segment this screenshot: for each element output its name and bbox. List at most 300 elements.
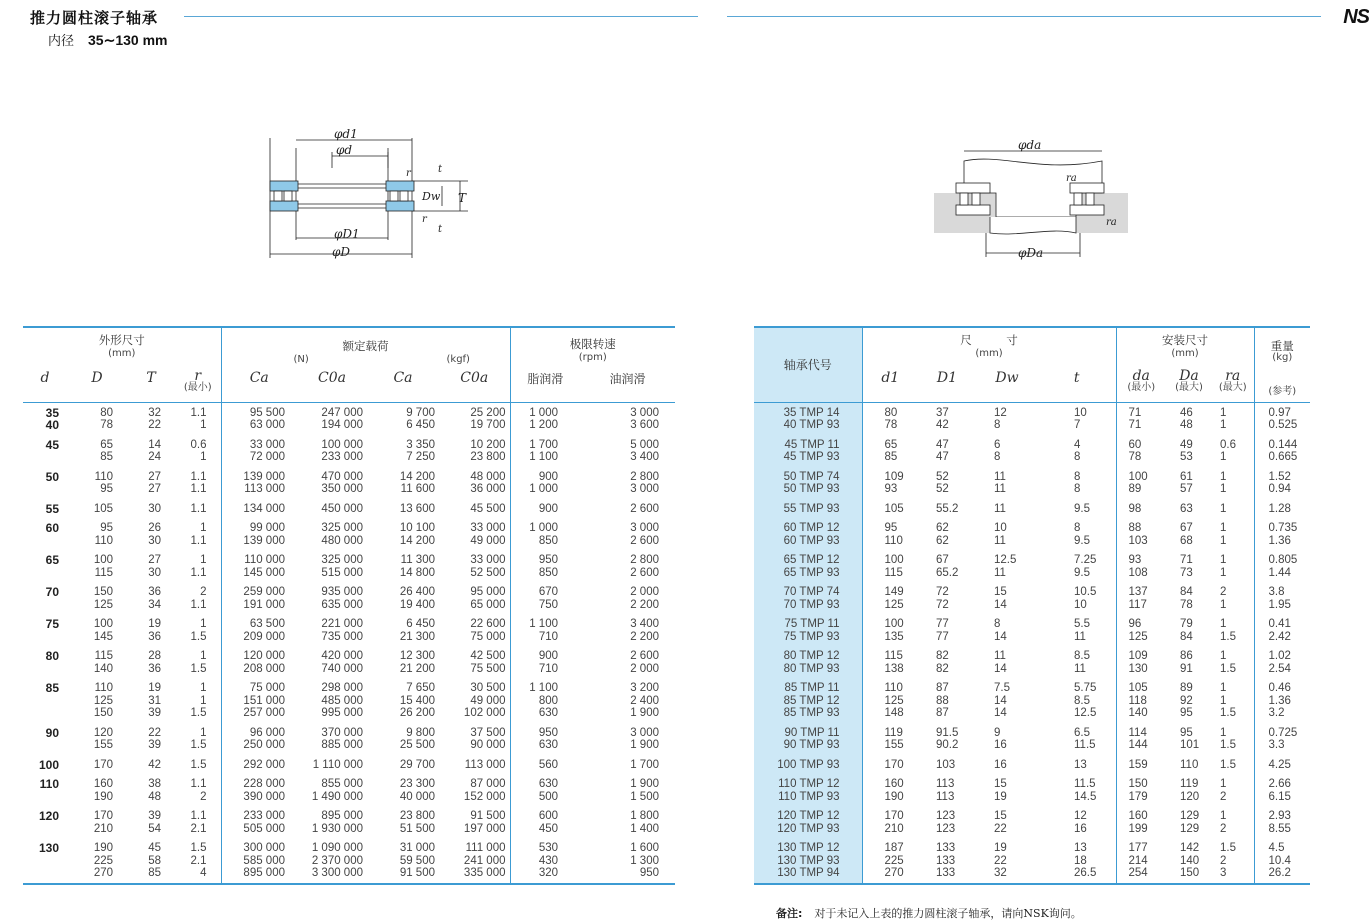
cell-r <box>175 723 221 755</box>
cell-r-value: 2.1 <box>190 854 207 867</box>
cell-oil-value: 3 400 <box>630 618 659 630</box>
cell-d <box>23 499 67 519</box>
cell-d-value <box>23 599 59 612</box>
cell-d1-value: 187 <box>884 842 904 854</box>
cell-D1-value: 55.2 <box>936 502 959 515</box>
cell-Ca-kgf-value: 6 450 <box>406 618 435 630</box>
cell-t-value: 6.5 <box>1074 726 1090 739</box>
cell-t-value: 26.5 <box>1074 867 1097 879</box>
cell-T <box>127 582 175 614</box>
cell-r <box>175 755 221 775</box>
cell-Da-value: 73 <box>1180 566 1193 579</box>
cell-weight-value: 0.735 <box>1268 522 1298 534</box>
cell-Da <box>1166 614 1212 646</box>
cell-D-value: 115 <box>94 650 113 662</box>
cell-d-value: 75 <box>45 617 59 631</box>
cell-Ca-N <box>221 435 297 467</box>
cell-grease-value: 1 200 <box>529 419 558 431</box>
cell-D <box>67 518 127 550</box>
cell-D1-value: 133 <box>936 867 956 879</box>
cell-D-value: 155 <box>93 739 113 751</box>
cell-code-value: 60 TMP 12 <box>783 522 840 534</box>
cell-da-value: 125 <box>1128 630 1148 643</box>
cell-d-value <box>23 707 59 720</box>
cell-da-value: 114 <box>1128 726 1147 739</box>
cell-Ca-kgf-value: 11 300 <box>400 554 435 566</box>
cell-r-value: 1.5 <box>190 630 207 643</box>
cell-Dw <box>976 614 1038 646</box>
cell-Da-value: 140 <box>1180 854 1200 867</box>
cell-Ca-N <box>221 774 297 806</box>
cell-C0a-kgf-value: 75 500 <box>470 662 506 675</box>
cell-t-value: 8.5 <box>1074 694 1090 707</box>
cell-T-value: 30 <box>148 502 161 515</box>
cell-r-value: 0.6 <box>190 438 207 451</box>
cell-Dw-value: 12 <box>994 406 1007 419</box>
table-row <box>23 550 675 582</box>
cell-weight-value: 0.725 <box>1268 726 1298 739</box>
table-row <box>23 646 675 678</box>
cell-Ca-N <box>221 755 297 775</box>
cell-da <box>1116 838 1166 884</box>
cell-da-value: 137 <box>1128 586 1148 598</box>
cell-Da-value: 110 <box>1180 758 1199 771</box>
cell-C0a-N-value: 2 370 000 <box>311 854 363 867</box>
cell-Ca-kgf-value: 31 000 <box>399 842 435 854</box>
cell-C0a-N <box>297 582 367 614</box>
cell-code-value: 60 TMP 93 <box>783 534 840 547</box>
cell-T <box>127 402 175 435</box>
cell-da <box>1116 755 1166 775</box>
cell-ra-value: 1 <box>1220 483 1227 495</box>
cell-ra <box>1212 550 1254 582</box>
cell-Dw-value: 15 <box>994 586 1007 598</box>
cell-d1-value: 125 <box>884 598 904 611</box>
cell-oil <box>580 755 675 775</box>
cell-Dw <box>976 467 1038 499</box>
cell-grease-value: 630 <box>538 707 558 719</box>
cell-ra-value: 1 <box>1220 598 1227 611</box>
cell-code-value: 75 TMP 11 <box>784 618 840 630</box>
cell-D1 <box>918 499 976 519</box>
cell-t-value: 11 <box>1074 662 1086 675</box>
cell-code <box>754 723 862 755</box>
cell-Ca-kgf <box>367 467 439 499</box>
cell-ra-value: 1 <box>1220 554 1227 566</box>
table-row <box>754 678 1310 723</box>
cell-oil-value: 2 800 <box>630 470 659 483</box>
cell-D-value: 95 <box>100 522 113 534</box>
cell-code-value: 90 TMP 11 <box>784 726 840 739</box>
table-row <box>754 435 1310 467</box>
cell-Ca-N <box>221 678 297 723</box>
cell-code <box>754 614 862 646</box>
cell-d1-value: 80 <box>884 406 898 419</box>
cell-T <box>127 614 175 646</box>
cell-D1-value: 47 <box>936 438 949 451</box>
cell-T-value: 36 <box>148 586 161 598</box>
cell-D-value: 145 <box>93 630 113 643</box>
cell-C0a-kgf-value: 23 800 <box>470 451 506 463</box>
cell-D1-value: 82 <box>936 662 949 675</box>
cell-d1-value: 270 <box>884 867 904 879</box>
cell-grease-value: 630 <box>538 739 558 751</box>
cell-d <box>23 518 67 550</box>
col-Ca-N: Ca <box>221 364 297 402</box>
cell-C0a-kgf-value: 36 000 <box>470 483 506 495</box>
cell-oil <box>580 518 675 550</box>
cell-C0a-kgf-value: 52 500 <box>470 566 506 579</box>
col-C0a-N: C0a <box>318 370 346 386</box>
cell-r-value: 1.5 <box>190 662 207 675</box>
cell-Dw-value: 22 <box>994 822 1007 835</box>
cell-ra <box>1212 499 1254 519</box>
cell-weight <box>1254 402 1310 435</box>
cell-Ca-N-value: 257 000 <box>243 707 285 719</box>
cell-Dw <box>976 402 1038 435</box>
cell-C0a-N-value: 470 000 <box>321 470 363 483</box>
cell-d-value <box>23 855 59 868</box>
cell-t-value: 9.5 <box>1074 502 1090 515</box>
cell-C0a-N-value: 480 000 <box>321 534 363 547</box>
cell-code-value: 70 TMP 93 <box>783 598 840 611</box>
col-oil: 油润滑 <box>609 372 646 386</box>
cell-d <box>23 806 67 838</box>
cell-code-value: 45 TMP 11 <box>784 438 840 451</box>
cell-Dw-value: 11 <box>994 650 1006 662</box>
cell-grease-value: 1 000 <box>529 483 558 495</box>
cell-ra <box>1212 838 1254 884</box>
cell-C0a-N <box>297 499 367 519</box>
header-loads: 额定载荷 (N) (kgf) <box>221 327 510 364</box>
cell-t <box>1038 582 1116 614</box>
cell-ra <box>1212 467 1254 499</box>
cell-Da <box>1166 467 1212 499</box>
cell-C0a-N-value: 221 000 <box>321 618 363 630</box>
cell-weight-value: 0.41 <box>1268 618 1291 630</box>
cell-D1-value: 87 <box>936 707 949 719</box>
cell-da <box>1116 582 1166 614</box>
cell-code-value: 85 TMP 11 <box>784 682 840 694</box>
cell-ra <box>1212 678 1254 723</box>
cell-weight-value: 2.93 <box>1268 810 1291 822</box>
table-row <box>23 774 675 806</box>
cell-ra-value: 2 <box>1220 790 1227 803</box>
cell-oil <box>580 774 675 806</box>
cell-C0a-N-value: 1 090 000 <box>311 842 363 854</box>
cell-C0a-kgf-value: 102 000 <box>463 707 506 719</box>
cell-Ca-N-value: 228 000 <box>243 778 285 790</box>
cell-D-value: 210 <box>93 822 113 835</box>
cell-r-value: 1 <box>200 650 207 662</box>
cell-T-value: 19 <box>148 618 161 630</box>
cell-Dw-value: 8 <box>994 451 1001 463</box>
cell-C0a-kgf-value: 335 000 <box>463 867 506 879</box>
subtitle-range: 35∼130 mm <box>88 32 168 48</box>
cell-Ca-N-value: 191 000 <box>243 598 285 611</box>
cell-da-value: 100 <box>1128 470 1148 483</box>
cell-D1-value: 47 <box>936 451 949 463</box>
cell-C0a-N-value: 370 000 <box>321 726 363 739</box>
cell-C0a-N-value: 233 000 <box>321 451 363 463</box>
cell-D-value: 170 <box>93 810 113 822</box>
cell-Da <box>1166 518 1212 550</box>
cell-Dw-value: 14 <box>994 662 1007 675</box>
cell-T-value: 45 <box>148 842 161 854</box>
cell-d1-value: 138 <box>884 662 904 675</box>
cell-Da <box>1166 582 1212 614</box>
cell-C0a-kgf-value: 49 000 <box>470 534 506 547</box>
cell-D1 <box>918 723 976 755</box>
cell-oil <box>580 838 675 884</box>
cell-d-value: 65 <box>45 553 59 567</box>
cell-C0a-N-value: 325 000 <box>321 522 363 534</box>
cell-r-value: 1 <box>200 682 207 694</box>
cell-Da-value: 61 <box>1180 470 1193 483</box>
cell-Da-value: 95 <box>1180 707 1193 719</box>
cell-grease-value: 560 <box>538 758 558 771</box>
cell-r <box>175 646 221 678</box>
cell-t-value: 8 <box>1074 451 1081 463</box>
cell-ra <box>1212 755 1254 775</box>
cell-d1 <box>862 550 918 582</box>
table-row <box>23 499 675 519</box>
cell-Ca-kgf-value: 21 200 <box>399 662 435 675</box>
cell-Ca-kgf-value: 19 400 <box>399 598 435 611</box>
cell-weight-value: 0.144 <box>1268 438 1298 451</box>
cell-ra <box>1212 614 1254 646</box>
cell-d1 <box>862 806 918 838</box>
cell-Ca-N-value: 113 000 <box>244 483 285 495</box>
cell-Ca-N-value: 75 000 <box>249 682 285 694</box>
cell-r <box>175 435 221 467</box>
cell-code-value: 65 TMP 12 <box>783 554 840 566</box>
cell-D1-value: 88 <box>936 694 949 707</box>
cell-d-value <box>23 535 59 548</box>
cell-Ca-N-value: 505 000 <box>243 822 285 835</box>
cell-Da-value: 84 <box>1180 630 1193 643</box>
cell-da-value: 60 <box>1128 438 1142 451</box>
cell-Dw-value: 15 <box>994 778 1007 790</box>
cell-oil-value: 2 600 <box>630 566 659 579</box>
cell-D1-value: 65.2 <box>936 566 959 579</box>
cell-t-value: 9.5 <box>1074 534 1090 547</box>
cell-oil-value: 3 600 <box>630 419 659 431</box>
cell-grease <box>510 838 580 884</box>
cell-code-value: 130 TMP 93 <box>777 854 840 867</box>
cell-da-value: 96 <box>1128 618 1142 630</box>
cell-d1-value: 100 <box>884 554 904 566</box>
cell-d1-value: 119 <box>884 726 903 739</box>
cell-T <box>127 838 175 884</box>
cell-T-value: 24 <box>148 451 161 463</box>
cell-r-value: 2 <box>200 790 207 803</box>
cell-grease <box>510 646 580 678</box>
cell-Ca-N-value: 134 000 <box>243 502 285 515</box>
cell-da <box>1116 435 1166 467</box>
cell-Ca-N-value: 120 000 <box>243 650 285 662</box>
cell-T-value: 31 <box>148 694 161 707</box>
cell-C0a-kgf-value: 45 500 <box>470 502 506 515</box>
cell-t <box>1038 550 1116 582</box>
cell-C0a-kgf <box>439 838 510 884</box>
cell-d-value: 110 <box>39 777 59 791</box>
cell-D1 <box>918 838 976 884</box>
cell-d1 <box>862 582 918 614</box>
cell-C0a-kgf <box>439 582 510 614</box>
cell-oil-value: 950 <box>639 867 659 879</box>
label-dw: Dw <box>422 190 441 203</box>
cell-Ca-N-value: 233 000 <box>243 810 285 822</box>
cell-d1-value: 100 <box>884 618 904 630</box>
cell-grease <box>510 582 580 614</box>
cell-C0a-kgf-value: 33 000 <box>470 522 506 534</box>
cell-da-value: 118 <box>1128 694 1147 707</box>
cell-d1 <box>862 499 918 519</box>
cell-code <box>754 806 862 838</box>
table-row <box>754 518 1310 550</box>
cell-r <box>175 678 221 723</box>
cell-d-value <box>23 451 59 464</box>
cell-t-value: 11.5 <box>1074 739 1096 751</box>
cell-T-value: 39 <box>148 810 161 822</box>
cell-d-value <box>23 823 59 836</box>
col-da: da (最小) <box>1116 364 1166 402</box>
cell-Dw <box>976 838 1038 884</box>
cell-r-value: 1 <box>200 618 207 630</box>
cell-da <box>1116 774 1166 806</box>
cell-C0a-kgf <box>439 806 510 838</box>
label-T: T <box>458 191 467 205</box>
cell-Da-value: 68 <box>1180 534 1193 547</box>
cell-C0a-kgf-value: 95 000 <box>470 586 506 598</box>
cell-D1-value: 67 <box>936 554 949 566</box>
header-code: 轴承代号 <box>754 327 862 402</box>
cell-Da <box>1166 646 1212 678</box>
cell-code-value: 130 TMP 94 <box>777 867 840 879</box>
cell-oil-value: 2 800 <box>630 554 659 566</box>
cell-grease-value: 530 <box>538 842 558 854</box>
cell-oil-value: 1 800 <box>630 810 659 822</box>
cell-r-value: 1.1 <box>190 534 207 547</box>
cell-grease-value: 500 <box>538 790 558 803</box>
cell-r-value: 1 <box>200 554 207 566</box>
table-row <box>754 467 1310 499</box>
cell-ra-value: 1 <box>1220 419 1227 431</box>
cell-D1 <box>918 806 976 838</box>
cell-weight-value: 1.02 <box>1268 650 1291 662</box>
cell-da <box>1116 646 1166 678</box>
cell-oil <box>580 402 675 435</box>
cell-grease-value: 430 <box>538 854 558 867</box>
cell-grease <box>510 499 580 519</box>
col-C0a-kgf: C0a <box>460 370 489 386</box>
footer-note <box>776 905 1082 921</box>
header-speed: 极限转速 (rpm) <box>510 327 675 364</box>
table-row <box>23 614 675 646</box>
cell-oil <box>580 550 675 582</box>
cell-Ca-kgf <box>367 582 439 614</box>
cell-code <box>754 402 862 435</box>
cell-C0a-kgf <box>439 518 510 550</box>
cell-Ca-N-value: 99 000 <box>249 522 285 534</box>
table-row <box>754 723 1310 755</box>
page-subtitle <box>48 30 167 49</box>
cell-Da <box>1166 402 1212 435</box>
cell-r-value: 1.5 <box>190 739 207 751</box>
cell-T-value: 30 <box>148 534 161 547</box>
left-table <box>23 326 675 885</box>
cell-t-value: 13 <box>1074 842 1087 854</box>
cell-t-value: 8 <box>1074 483 1081 495</box>
col-T: T <box>146 370 156 386</box>
cell-Da <box>1166 723 1212 755</box>
cell-da-value: 199 <box>1128 822 1148 835</box>
cell-code <box>754 518 862 550</box>
cell-oil <box>580 435 675 467</box>
cell-weight-value: 3.2 <box>1268 707 1285 719</box>
cell-code-value: 40 TMP 93 <box>783 419 840 431</box>
cell-grease <box>510 806 580 838</box>
cell-Da-value: 57 <box>1180 483 1193 495</box>
cell-Ca-kgf-value: 11 600 <box>400 483 435 495</box>
cell-da-value: 71 <box>1128 419 1142 431</box>
cell-da <box>1116 678 1166 723</box>
cell-oil-value: 1 500 <box>630 790 659 803</box>
cell-C0a-N <box>297 678 367 723</box>
cell-t <box>1038 678 1116 723</box>
cell-Dw <box>976 723 1038 755</box>
cell-weight <box>1254 435 1310 467</box>
cell-weight-value: 1.36 <box>1268 694 1291 707</box>
cell-Ca-kgf-value: 14 800 <box>399 566 435 579</box>
cell-C0a-N-value: 735 000 <box>321 630 363 643</box>
cell-d-value <box>23 483 59 496</box>
cell-da-value: 159 <box>1128 758 1148 771</box>
cell-Dw-value: 19 <box>994 790 1007 803</box>
cell-d-value <box>23 695 59 708</box>
header-install: 安装尺寸 (mm) <box>1116 327 1254 364</box>
cell-C0a-N-value: 194 000 <box>321 419 363 431</box>
cell-grease <box>510 755 580 775</box>
cell-d1 <box>862 467 918 499</box>
note-text: 对于未记入上表的推力圆柱滚子轴承，请向NSK询问。 <box>814 907 1082 920</box>
cell-weight-value: 0.94 <box>1268 483 1291 495</box>
cell-C0a-N-value: 298 000 <box>321 682 363 694</box>
cell-C0a-N <box>297 402 367 435</box>
cell-da-value: 108 <box>1128 566 1148 579</box>
cell-Dw-value: 11 <box>994 566 1006 579</box>
cell-grease-value: 1 000 <box>529 406 558 419</box>
cell-Da-value: 129 <box>1180 822 1200 835</box>
cell-r-value: 1.5 <box>190 842 207 854</box>
cell-code-value: 100 TMP 93 <box>777 758 840 771</box>
cell-D1 <box>918 646 976 678</box>
cell-oil <box>580 678 675 723</box>
cell-ra-value: 1 <box>1220 522 1227 534</box>
cell-d-value: 45 <box>45 437 59 452</box>
cell-D1 <box>918 550 976 582</box>
cell-ra-value: 0.6 <box>1220 438 1236 451</box>
cell-D-value: 95 <box>100 483 113 495</box>
cell-D <box>67 435 127 467</box>
cell-Ca-N-value: 209 000 <box>243 630 285 643</box>
cell-C0a-kgf <box>439 646 510 678</box>
cell-da-value: 78 <box>1128 451 1142 463</box>
cell-Dw-value: 11 <box>994 470 1006 483</box>
cell-T-value: 58 <box>148 854 161 867</box>
cell-D1-value: 52 <box>936 483 949 495</box>
